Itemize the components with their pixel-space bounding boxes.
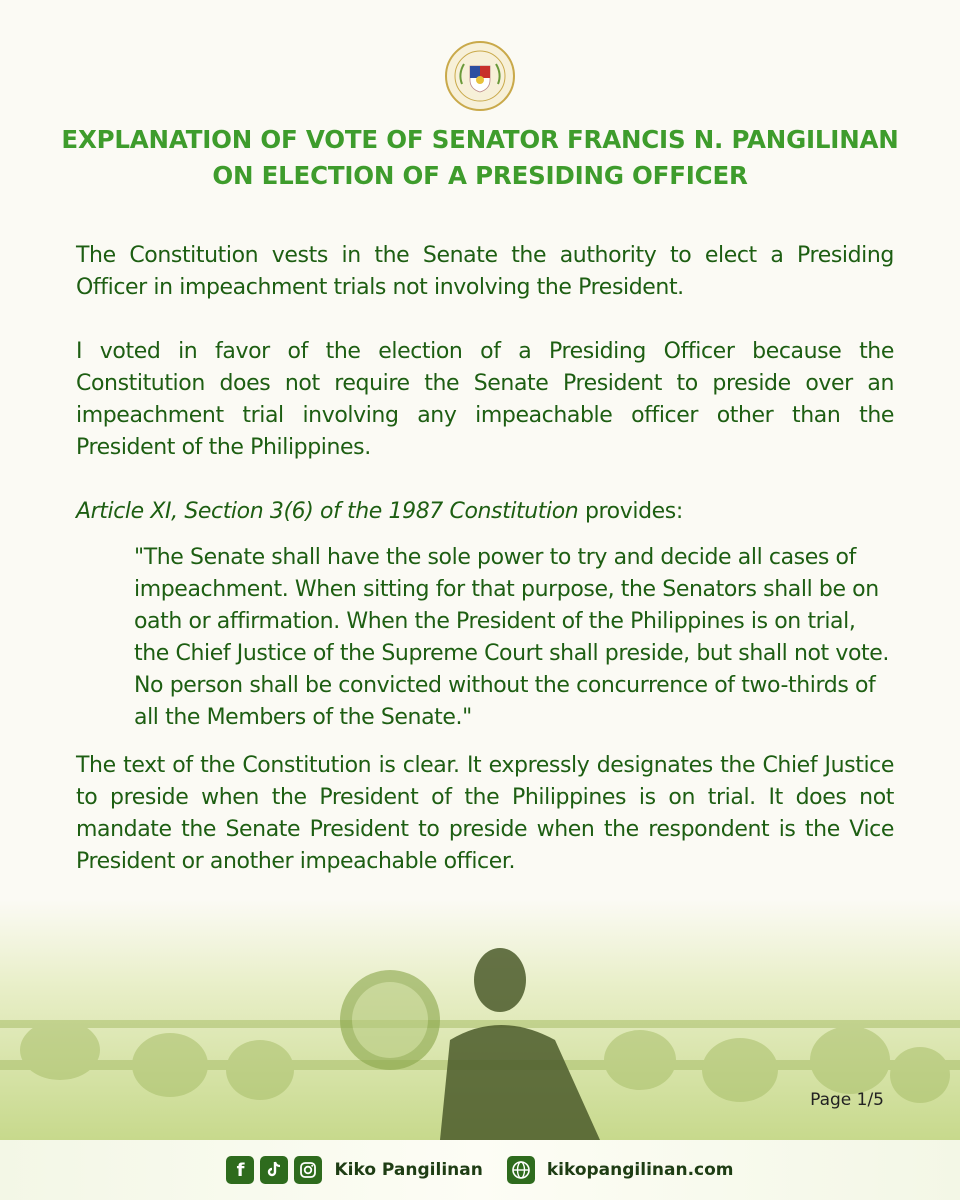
page-title xyxy=(40,122,920,194)
paragraph-3 xyxy=(76,496,894,528)
page-number: Page 1/5 xyxy=(810,1090,884,1110)
footer-social-row xyxy=(0,1154,960,1186)
citation-suffix: provides: xyxy=(578,499,683,524)
title-line-1: EXPLANATION OF VOTE OF SENATOR FRANCIS N. PANGILINAN xyxy=(61,125,899,154)
constitution-citation: Article XI, Section 3(6) of the 1987 Constitution xyxy=(76,499,579,524)
senate-seal-logo xyxy=(444,40,516,112)
title-line-2: ON ELECTION OF A PRESIDING OFFICER xyxy=(212,161,748,190)
instagram-icon[interactable] xyxy=(294,1156,322,1184)
facebook-icon[interactable]: f xyxy=(226,1156,254,1184)
globe-icon xyxy=(507,1156,535,1184)
footer-bar xyxy=(0,1140,960,1200)
paragraph-2: I voted in favor of the election of a Presiding Officer because the Constitution does not require the Senate President to preside over an impeachment trial involving any impeachable officer other than the President of the Philippines. xyxy=(76,339,894,460)
statement-body xyxy=(76,240,894,878)
website-link[interactable]: kikopangilinan.com xyxy=(546,1160,734,1180)
paragraph-1: The Constitution vests in the Senate the authority to elect a Presiding Officer in impeachment trials not involving the President. xyxy=(76,243,894,300)
constitution-quote: "The Senate shall have the sole power to try and decide all cases of impeachment. When sitting for that purpose, the Senators shall be on oath or affirmation. When the President of the Philippines is on trial, the Chief Justice of the Supreme Court shall preside, but shall not vote. No person shall be convicted without the concurrence of two-thirds of all the Members of the Senate." xyxy=(134,545,890,730)
tiktok-icon[interactable] xyxy=(260,1156,288,1184)
social-handle[interactable]: Kiko Pangilinan xyxy=(334,1160,483,1180)
paragraph-4: The text of the Constitution is clear. It expressly designates the Chief Justice to preside when the President of the Philippines is on trial. It does not mandate the Senate President to preside when the respondent is the Vice President or another impeachable officer. xyxy=(76,753,894,874)
